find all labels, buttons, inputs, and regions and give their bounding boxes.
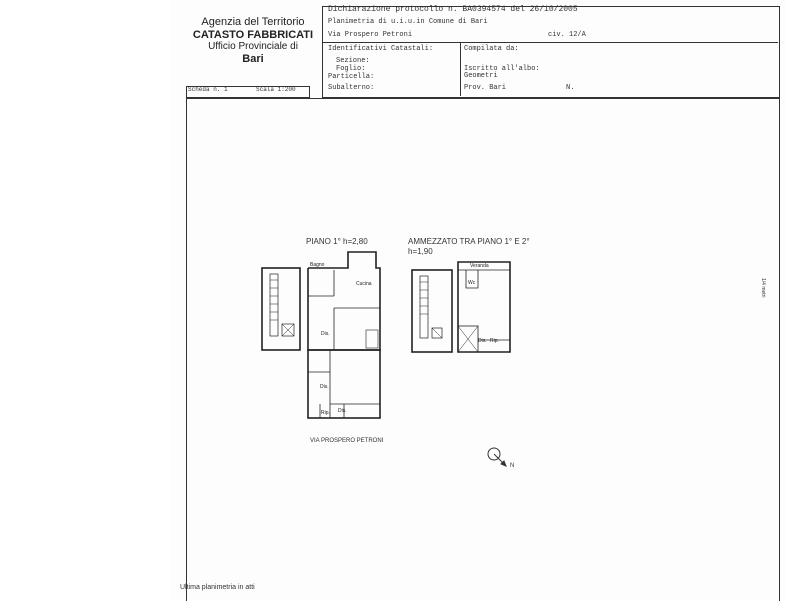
agency-catasto: CATASTO FABBRICATI [192,28,314,41]
room-veranda: Veranda [470,263,489,269]
room-dis-1: Dis. [321,331,330,337]
declaration-line: Dichiarazione protocollo n. BA0394574 del 26/10/2005 [328,5,578,14]
north-label: N [510,463,515,469]
identifiers-label: Identificativi Catastali: [328,45,434,53]
north-arrow-icon [488,448,506,466]
compilata-label: Compilata da: [464,45,519,53]
iscritto-label: Iscritto all'albo: [464,65,540,73]
foglio-label: Foglio: [336,65,366,73]
footer-note: Ultima planimetria in atti [180,584,255,591]
mezzanine-title: AMMEZZATO TRA PIANO 1° E 2° [408,237,530,246]
room-dis-2: Dis. [320,384,329,390]
agency-office: Ufficio Provinciale di [208,41,298,53]
room-wc: Wc [468,280,476,286]
side-label: 1/4 metri [760,278,766,298]
scheda-label: Scheda n. 1 [188,86,228,93]
geometri-label: Geometri [464,72,498,80]
scala-label: Scala 1:200 [256,86,296,93]
agency-title: Agenzia del Territorio [201,16,305,28]
address-line: Via Prospero Petroni [328,31,413,39]
subalterno-label: Subalterno: [328,84,375,92]
n-label: N. [566,84,575,92]
sezione-label: Sezione: [336,57,370,65]
room-dis-3: Dis. [338,408,347,414]
cadastral-sheet [170,0,786,600]
particella-label: Particella: [328,73,375,81]
floor-plans-svg [170,0,786,600]
street-label: VIA PROSPERO PETRONI [310,438,384,444]
floor1-title: PIANO 1° h=2,80 [306,237,368,246]
civic-number: civ. 12/A [548,31,586,39]
planimetry-line: Planimetria di u.i.u.in Comune di Bari [328,18,488,26]
room-rip-2: Rip. [490,338,499,344]
mezzanine-height: h=1,90 [408,247,433,256]
room-dis-4: Dis. [478,338,487,344]
prov-label: Prov. Bari [464,84,507,92]
room-cucina: Cucina [356,281,372,287]
room-rip: Rip. [321,410,330,416]
room-bagno: Bagno [310,262,325,268]
agency-city: Bari [242,52,264,65]
